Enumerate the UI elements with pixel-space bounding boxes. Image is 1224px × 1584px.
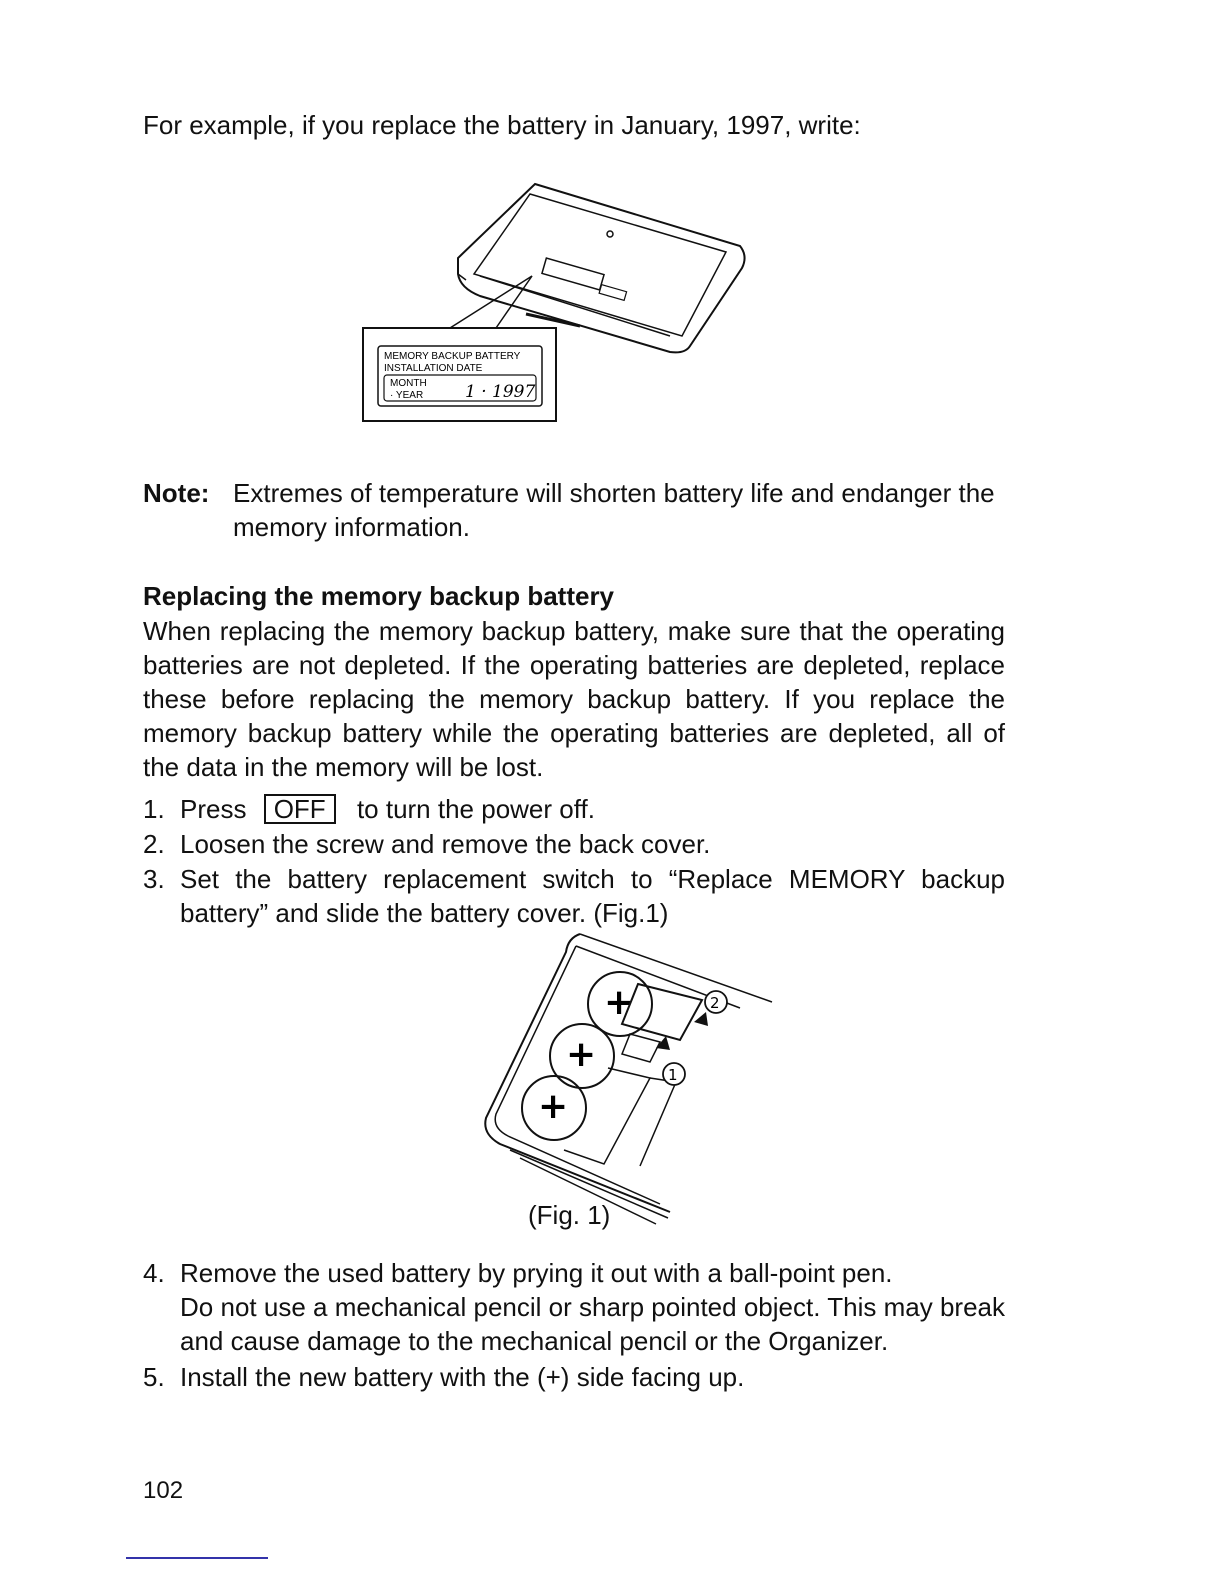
step-text: Install the new battery with the (+) side facing up. [180, 1362, 745, 1392]
step-2 [143, 827, 1005, 861]
bottom-rule [126, 1557, 268, 1559]
figure-caption: (Fig. 1) [528, 1200, 611, 1230]
section-heading: Replacing the memory backup battery [143, 581, 615, 611]
step-4 [143, 1256, 1005, 1358]
plus-sign: + [604, 982, 635, 1023]
label-line1: MEMORY BACKUP BATTERY [384, 351, 521, 362]
step-number: 5. [143, 1362, 165, 1392]
marker-1: 1 [668, 1066, 678, 1084]
battery-compartment-illustration [480, 928, 780, 1228]
label-line2: INSTALLATION DATE [384, 363, 483, 374]
section-paragraph: When replacing the memory backup battery, make sure that the operating batteries are not depleted. If the operating batteries are depleted, replace these before replacing the memory backup battery. If you replace the memory backup battery while the operating batteries are depleted, all of the data in the memory will be lost. [143, 616, 1005, 782]
step-text: Set the battery replacement switch to “Replace MEMORY backup battery” and slide the battery cover. (Fig.1) [180, 864, 1005, 928]
label-month: MONTH [390, 378, 427, 389]
off-key: OFF [264, 794, 336, 824]
device-label-illustration [290, 176, 760, 426]
step-number: 1. [143, 794, 165, 824]
step-text: Loosen the screw and remove the back cover. [180, 829, 711, 859]
note-text: Extremes of temperature will shorten battery life and endanger the memory information. [233, 478, 995, 542]
plus-sign: + [566, 1034, 597, 1075]
label-year: · YEAR [390, 390, 424, 401]
plus-sign: + [538, 1086, 569, 1127]
step-text: to turn the power off. [356, 794, 595, 824]
note-label: Note: [143, 478, 210, 508]
step-number: 3. [143, 864, 165, 894]
step-1 [143, 792, 1005, 826]
page-number: 102 [143, 1477, 184, 1504]
step-number: 4. [143, 1258, 165, 1288]
label-handwritten-date: 1 · 1997 [465, 382, 536, 402]
step-text-detail: Do not use a mechanical pencil or sharp pointed object. This may break and cause damage to the mechanical pencil or the Organizer. [180, 1292, 1005, 1356]
step-5 [143, 1360, 1005, 1394]
step-number: 2. [143, 829, 165, 859]
step-text: Remove the used battery by prying it out with a ball-point pen. [180, 1258, 893, 1288]
step-text: Press [180, 794, 247, 824]
marker-2: 2 [710, 994, 720, 1012]
step-3 [143, 862, 1005, 930]
intro-text: For example, if you replace the battery in January, 1997, write: [143, 110, 861, 140]
